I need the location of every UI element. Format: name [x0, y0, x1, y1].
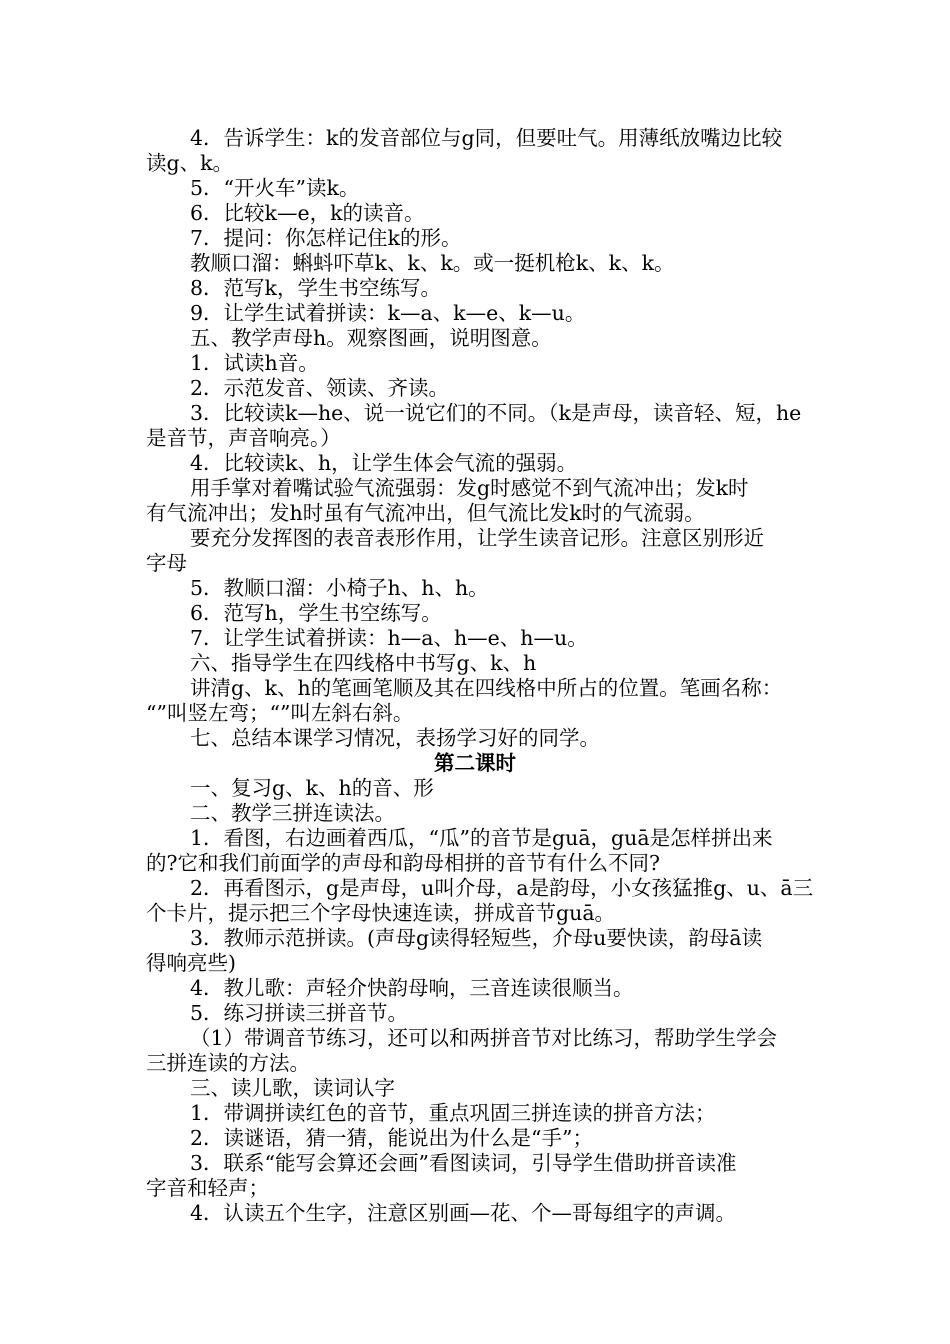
text-line: 个卡片，提示把三个字母快速连读，拼成音节guā。 [146, 901, 616, 925]
text-line: 7．提问：你怎样记住k的形。 [190, 226, 462, 250]
text-line: 字母 [146, 551, 187, 575]
text-line: 3．比较读k—he、说一说它们的不同。（k是声母，读音轻、短，he [190, 401, 802, 425]
text-line: 1．看图，右边画着西瓜，“瓜”的音节是guā，guā是怎样拼出来 [190, 826, 773, 850]
text-line: 9．让学生试着拼读：k—a、k—e、k—u。 [190, 301, 586, 325]
text-line: 是音节，声音响亮。） [146, 426, 341, 450]
section-heading: 七、总结本课学习情况，表扬学习好的同学。 [190, 726, 600, 750]
text-line: 教顺口溜：蝌蚪吓草k、k、k。或一挺机枪k、k、k。 [190, 251, 675, 275]
text-line: 讲清g、k、h的笔画笔顺及其在四线格中所占的位置。笔画名称： [190, 676, 783, 700]
text-line: 4．教儿歌：声轻介快韵母响，三音连读很顺当。 [190, 976, 634, 1000]
text-line: 三拼连读的方法。 [146, 1051, 310, 1075]
text-line: 3．联系“能写会算还会画”看图读词，引导学生借助拼音读准 [190, 1151, 737, 1175]
text-line: 6．范写h，学生书空练写。 [190, 601, 442, 625]
text-line: 用手掌对着嘴试验气流强弱：发g时感觉不到气流冲出；发k时 [190, 476, 749, 500]
text-line: 4．比较读k、h，让学生体会气流的强弱。 [190, 451, 578, 475]
text-line: 有气流冲出；发h时虽有气流冲出，但气流比发k时的气流弱。 [146, 501, 705, 525]
section-heading: 二、教学三拼连读法。 [190, 801, 395, 825]
text-line: 2．示范发音、领读、齐读。 [190, 376, 450, 400]
text-line: 2．读谜语，猜一猜，能说出为什么是“手”； [190, 1126, 594, 1150]
text-line: 5．练习拼读三拼音节。 [190, 1001, 409, 1025]
text-line: 2．再看图示，g是声母，u叫介母，a是韵母，小女孩猛推g、u、ā三 [190, 876, 814, 900]
text-line: 3．教师示范拼读。(声母g读得轻短些，介母u要快读，韵母ā读 [190, 926, 763, 950]
text-line: 4．告诉学生：k的发音部位与g同，但要吐气。用薄纸放嘴边比较 [190, 126, 783, 150]
text-line: “”叫竖左弯；“”叫左斜右斜。 [146, 701, 414, 725]
text-line: （1）带调音节练习，还可以和两拼音节对比练习，帮助学生学会 [190, 1026, 778, 1050]
section-heading: 三、读儿歌，读词认字 [190, 1076, 395, 1100]
text-line: 1．试读h音。 [190, 351, 319, 375]
lesson-title: 第二课时 [434, 751, 516, 775]
text-line: 5．“开火车”读k。 [190, 176, 360, 200]
text-line: 8．范写k，学生书空练写。 [190, 276, 441, 300]
text-line: 要充分发挥图的表音表形作用，让学生读音记形。注意区别形近 [190, 526, 764, 550]
text-line: 4．认读五个生字，注意区别画—花、个—哥每组字的声调。 [190, 1201, 737, 1225]
text-line: 读g、k。 [146, 151, 234, 175]
section-heading: 五、教学声母h。观察图画，说明图意。 [190, 326, 552, 350]
section-heading: 六、指导学生在四线格中书写g、k、h [190, 651, 537, 675]
text-line: 6．比较k—e，k的读音。 [190, 201, 425, 225]
text-line: 得响亮些) [146, 951, 236, 975]
text-line: 7．让学生试着拼读：h—a、h—e、h—u。 [190, 626, 588, 650]
section-heading: 一、复习g、k、h的音、形 [190, 776, 434, 800]
text-line: 5．教顺口溜：小椅子h、h、h。 [190, 576, 489, 600]
text-line: 字音和轻声； [146, 1176, 269, 1200]
text-line: 1．带调拼读红色的音节，重点巩固三拼连读的拼音方法； [190, 1101, 716, 1125]
text-line: 的?它和我们前面学的声母和韵母相拼的音节有什么不同? [146, 851, 660, 875]
